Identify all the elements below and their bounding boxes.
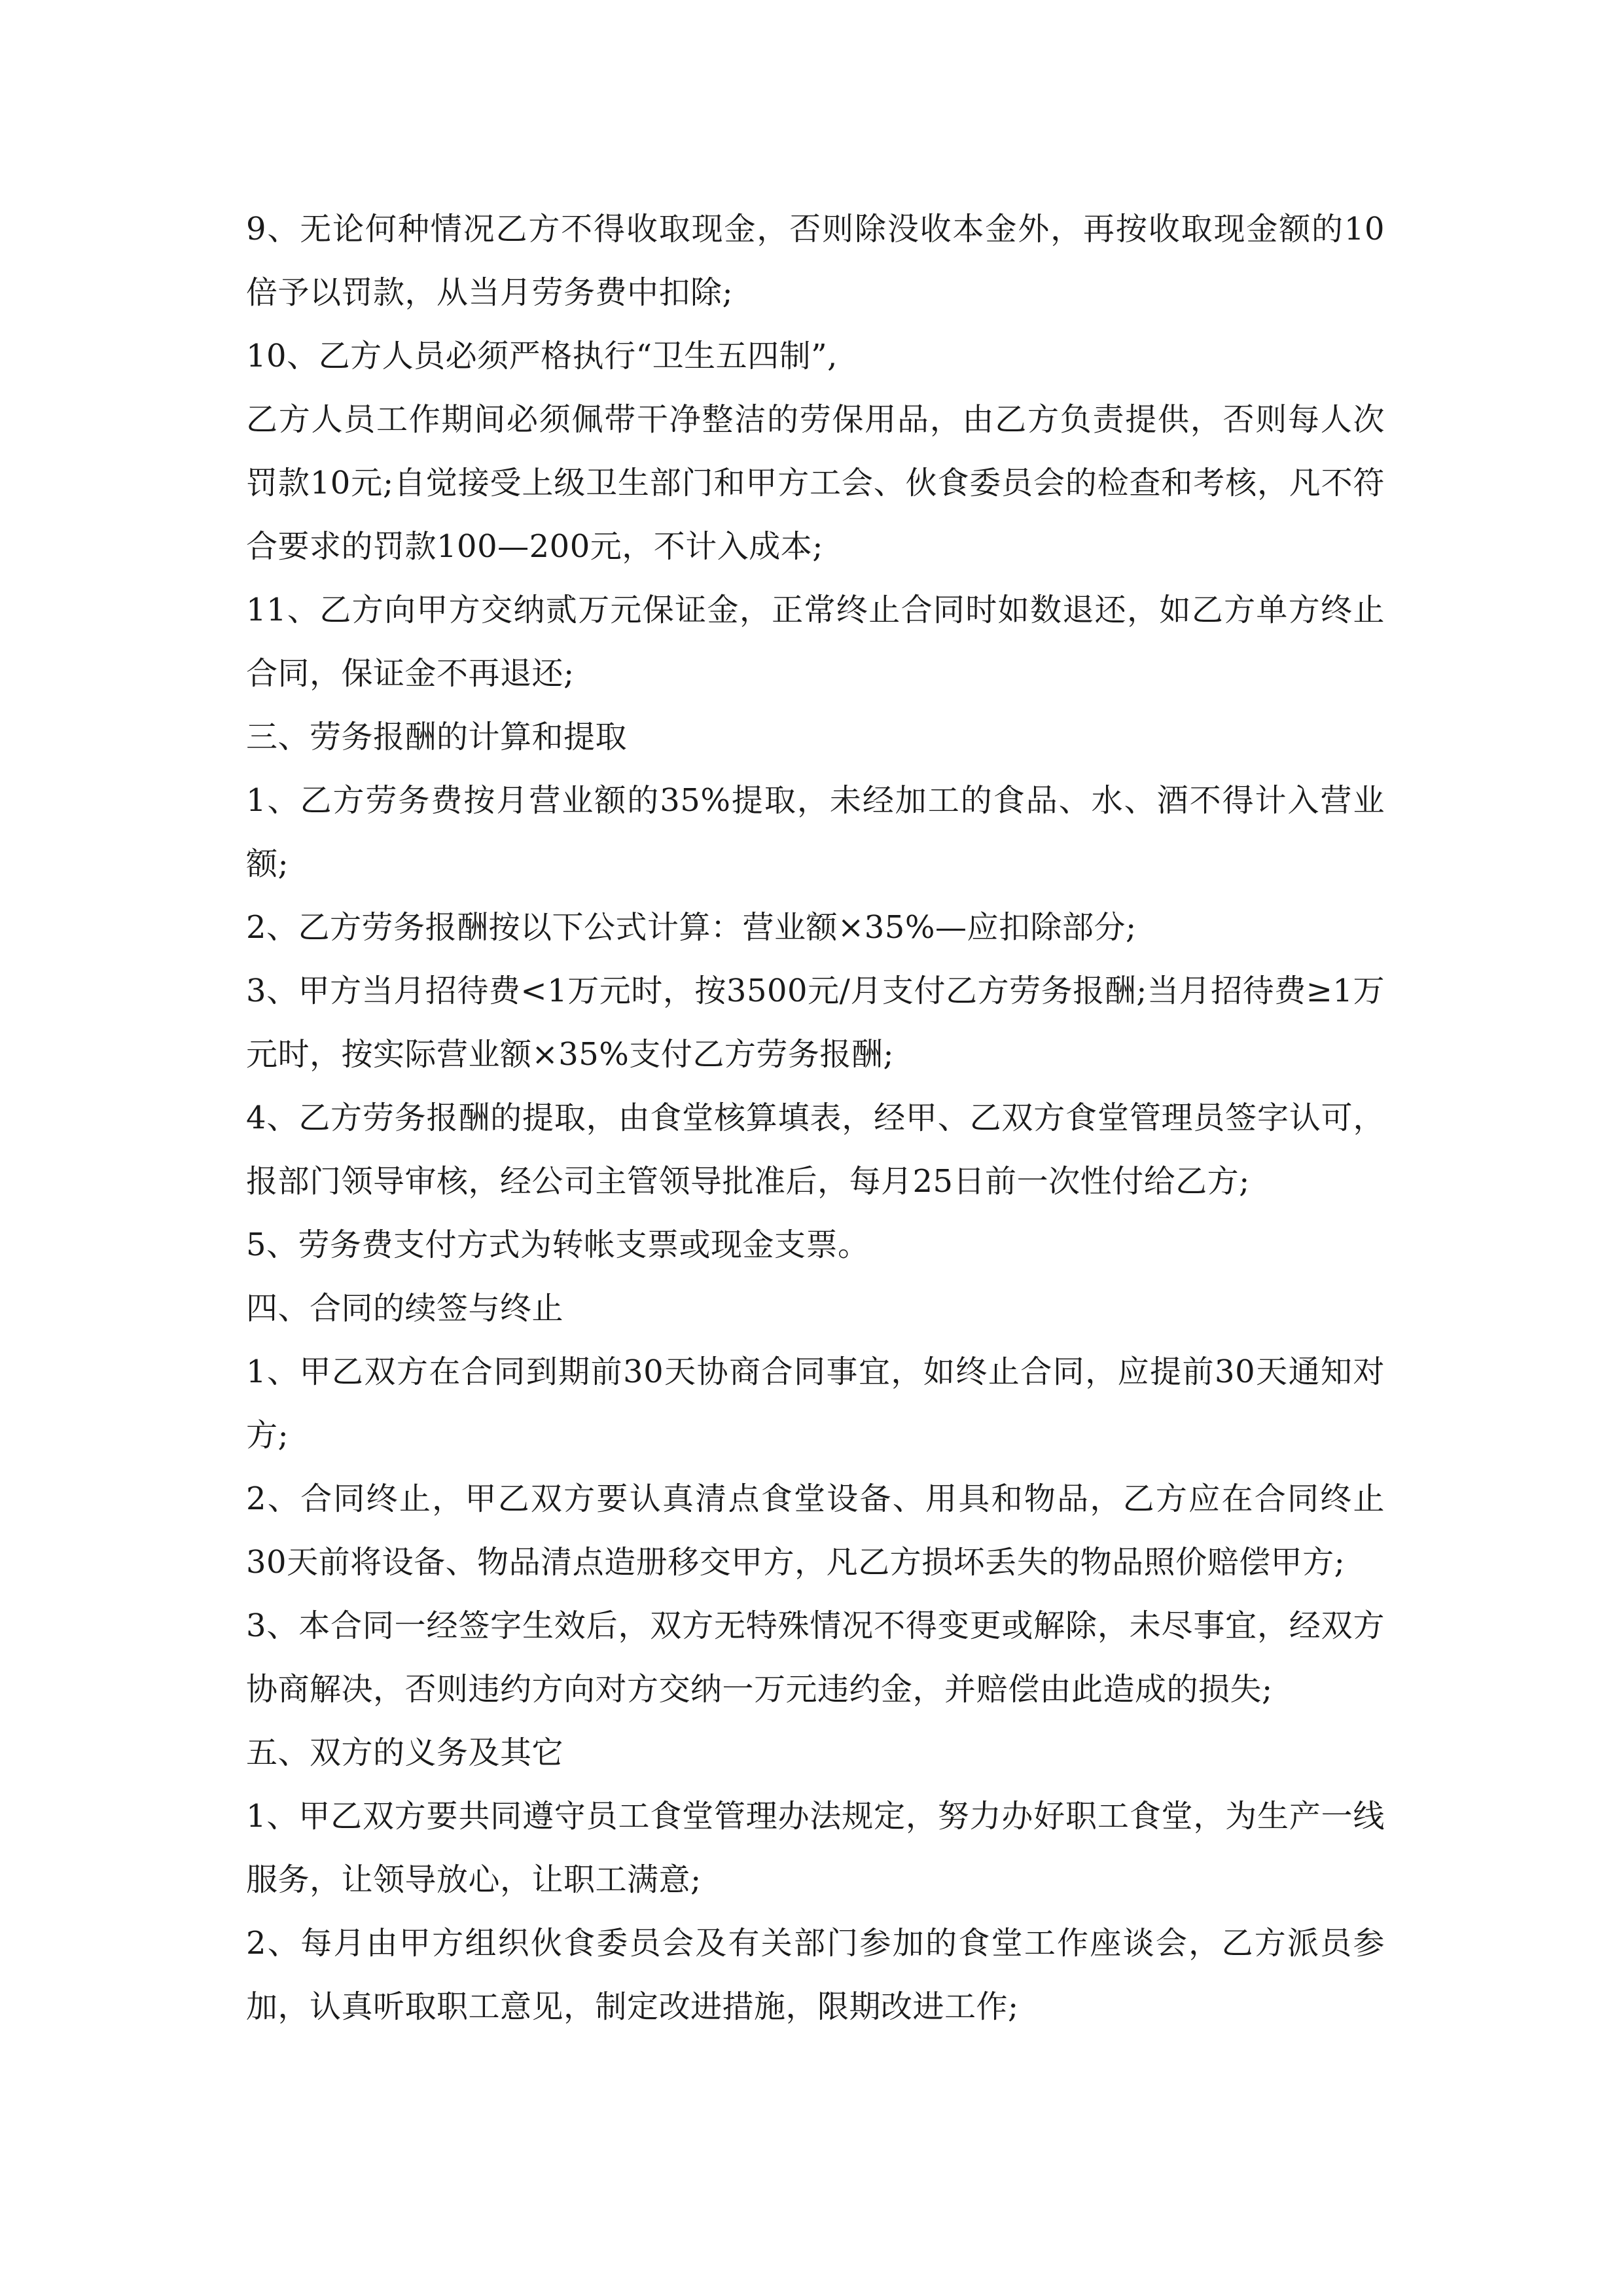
section4-item-1: 1、甲乙双方在合同到期前30天协商合同事宜，如终止合同，应提前30天通知对方; — [246, 1354, 1385, 1454]
section3-item-3: 3、甲方当月招待费<1万元时，按3500元/月支付乙方劳务报酬;当月招待费≥1万元时，按实际营业额×35%支付乙方劳务报酬; — [246, 973, 1385, 1073]
section3-item-2: 2、乙方劳务报酬按以下公式计算：营业额×35%—应扣除部分; — [246, 909, 1137, 946]
document-body — [246, 198, 1385, 2039]
section3-item-4: 4、乙方劳务报酬的提取，由食堂核算填表，经甲、乙双方食堂管理员签字认可，报部门领导审核，经公司主管领导批准后，每月25日前一次性付给乙方; — [246, 1100, 1385, 1200]
section-heading-3: 三、劳务报酬的计算和提取 — [246, 719, 628, 755]
paragraph-9: 9、无论何种情况乙方不得收取现金，否则除没收本金外，再按收取现金额的10倍予以罚款，从当月劳务费中扣除; — [246, 211, 1385, 311]
section5-item-1: 1、甲乙双方要共同遵守员工食堂管理办法规定，努力办好职工食堂，为生产一线服务，让领导放心，让职工满意; — [246, 1798, 1385, 1898]
section5-item-2: 2、每月由甲方组织伙食委员会及有关部门参加的食堂工作座谈会，乙方派员参加，认真听取职工意见，制定改进措施，限期改进工作; — [246, 1925, 1385, 2025]
section-heading-5: 五、双方的义务及其它 — [246, 1734, 564, 1771]
section4-item-2: 2、合同终止，甲乙双方要认真清点食堂设备、用具和物品，乙方应在合同终止30天前将设备、物品清点造册移交甲方，凡乙方损坏丢失的物品照价赔偿甲方; — [246, 1480, 1385, 1581]
section3-item-1: 1、乙方劳务费按月营业额的35%提取，未经加工的食品、水、酒不得计入营业额; — [246, 782, 1385, 882]
section4-item-3: 3、本合同一经签字生效后，双方无特殊情况不得变更或解除，未尽事宜，经双方协商解决，否则违约方向对方交纳一万元违约金，并赔偿由此造成的损失; — [246, 1607, 1385, 1708]
section3-item-5: 5、劳务费支付方式为转帐支票或现金支票。 — [246, 1227, 870, 1263]
section-heading-4: 四、合同的续签与终止 — [246, 1290, 564, 1327]
paragraph-11: 11、乙方向甲方交纳贰万元保证金，正常终止合同时如数退还，如乙方单方终止合同，保证金不再退还; — [246, 592, 1385, 692]
paragraph-10: 10、乙方人员必须严格执行“卫生五四制”, — [246, 338, 838, 374]
paragraph-10-detail: 乙方人员工作期间必须佩带干净整洁的劳保用品，由乙方负责提供，否则每人次罚款10元;自觉接受上级卫生部门和甲方工会、伙食委员会的检查和考核，凡不符合要求的罚款100—200元，不计入成本; — [246, 401, 1385, 565]
